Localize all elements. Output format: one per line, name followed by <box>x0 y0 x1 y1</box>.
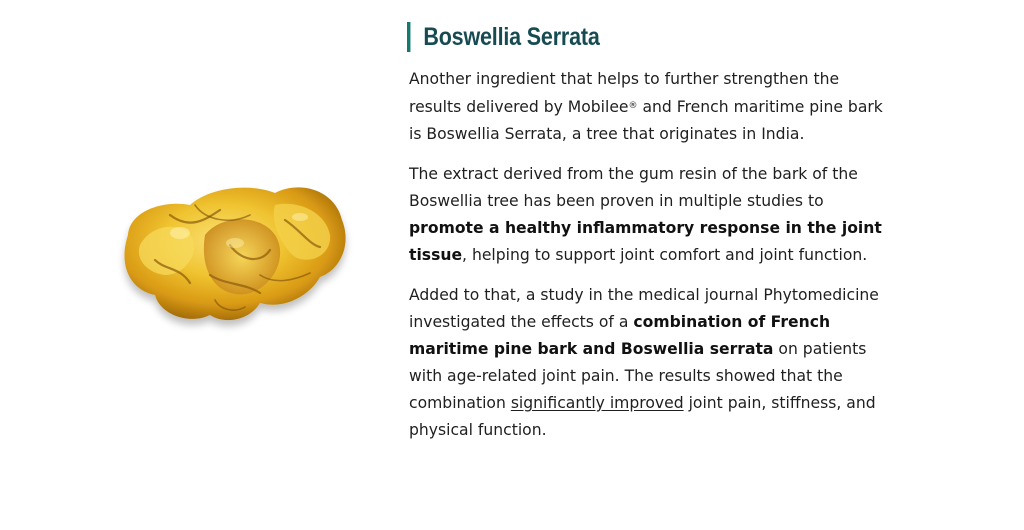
significantly-improved-link[interactable]: significantly improved <box>510 394 684 412</box>
paragraph-extract-highlight: promote a healthy inflammatory response in the joint tissue <box>409 219 882 264</box>
paragraph-extract <box>409 161 889 269</box>
paragraph-study-highlight: combination of French maritime pine bark and Boswellia serrata <box>409 313 831 358</box>
paragraph-study <box>409 282 889 444</box>
paragraph-intro-text: Another ingredient that helps to further strengthen the results delivered by Mobilee <box>409 70 840 116</box>
paragraph-intro <box>409 66 889 148</box>
boswellia-resin-image <box>110 175 360 335</box>
paragraph-extract-text-end: , helping to support joint comfort and joint function. <box>462 246 868 264</box>
paragraph-study-text-end: joint pain, stiffness, and physical function. <box>409 394 876 439</box>
paragraph-intro-text-end: and French maritime pine bark is Boswellia Serrata, a tree that originates in India. <box>409 98 883 143</box>
paragraph-study-text-middle: on patients with age-related joint pain. The results showed that the combination <box>409 340 867 412</box>
registered-mark: ® <box>628 101 638 111</box>
paragraph-study-text: Added to that, a study in the medical journal Phytomedicine investigated the effects of a <box>409 286 879 331</box>
article-section <box>409 22 889 457</box>
section-heading: Boswellia Serrata <box>407 22 822 52</box>
paragraph-extract-text: The extract derived from the gum resin of the bark of the Boswellia tree has been proven in multiple studies to <box>409 165 858 210</box>
